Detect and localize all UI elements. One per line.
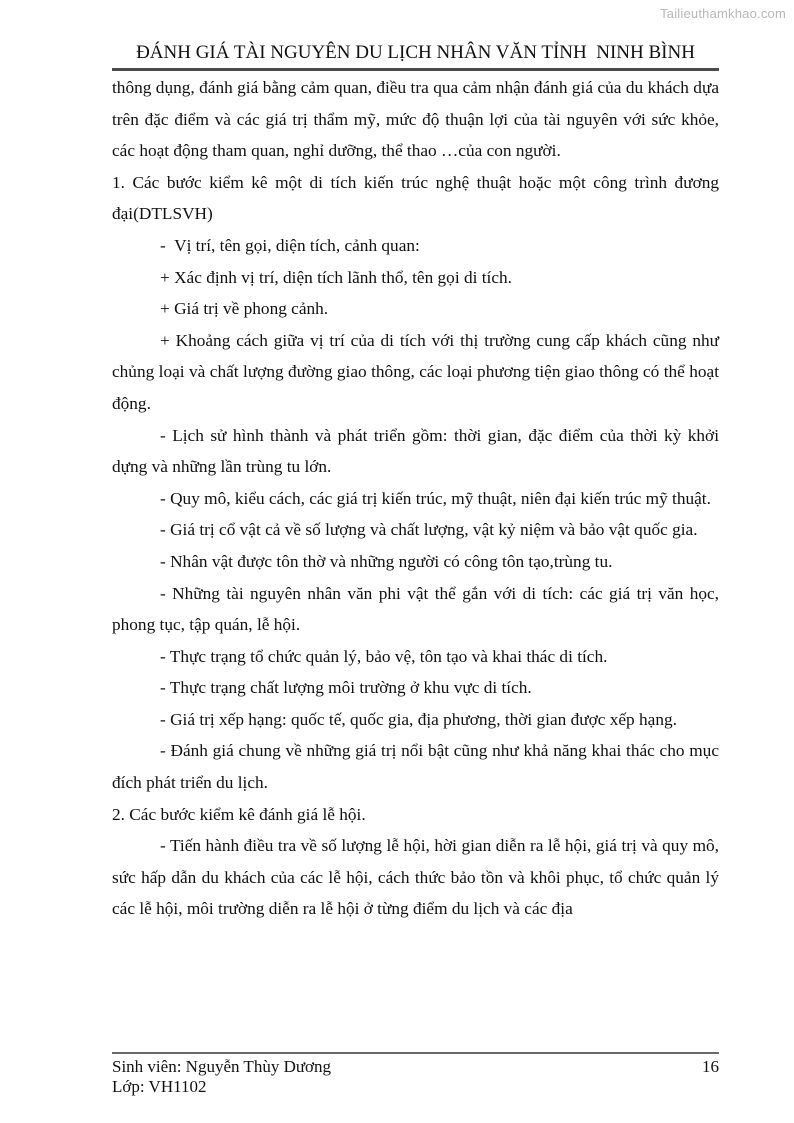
list-item-distance: + Khoảng cách giữa vị trí của di tích với thị trường cung cấp khách cũng như chủng loại và chất lượng đường giao thông, các loại phương tiện giao thông có thể hoạt động. bbox=[112, 330, 719, 413]
list-item-intangible-resources: - Những tài nguyên nhân văn phi vật thể gắn với di tích: các giá trị văn học, phong tục, tập quán, lễ hội. bbox=[112, 583, 719, 635]
page-footer bbox=[112, 1052, 719, 1097]
watermark: Tailieuthamkhao.com bbox=[660, 6, 786, 21]
list-item-antiques: - Giá trị cổ vật cả về số lượng và chất lượng, vật kỷ niệm và bảo vật quốc gia. bbox=[160, 520, 698, 540]
list-item-landscape-value: + Giá trị về phong cảnh. bbox=[160, 299, 329, 319]
student-name: Sinh viên: Nguyễn Thùy Dương bbox=[112, 1057, 332, 1076]
list-item-ranking-value: - Giá trị xếp hạng: quốc tế, quốc gia, địa phương, thời gian được xếp hạng. bbox=[160, 709, 677, 729]
list-item-history: - Lịch sử hình thành và phát triển gồm: thời gian, đặc điểm của thời kỳ khởi dựng và những lần trùng tu lớn. bbox=[112, 425, 719, 477]
footer-row bbox=[112, 1057, 719, 1077]
list-item-environment-status: - Thực trạng chất lượng môi trường ở khu vực di tích. bbox=[160, 678, 532, 698]
heading-section-2: 2. Các bước kiểm kê đánh giá lễ hội. bbox=[112, 804, 366, 824]
list-item-identify-location: + Xác định vị trí, diện tích lãnh thổ, tên gọi di tích. bbox=[160, 267, 512, 287]
list-item-worshipped-figures: - Nhân vật được tôn thờ và những người có công tôn tạo,trùng tu. bbox=[160, 551, 613, 571]
page-body bbox=[112, 72, 719, 925]
page-header bbox=[112, 42, 719, 71]
heading-section-1: 1. Các bước kiểm kê một di tích kiến trúc nghệ thuật hoặc một công trình đương đại(DTLSVH) bbox=[112, 172, 719, 224]
list-item-scale-style: - Quy mô, kiểu cách, các giá trị kiến trúc, mỹ thuật, niên đại kiến trúc mỹ thuật. bbox=[160, 488, 711, 508]
document-title: ĐÁNH GIÁ TÀI NGUYÊN DU LỊCH NHÂN VĂN TỈNH NINH BÌNH bbox=[136, 42, 695, 63]
list-item-management-status: - Thực trạng tổ chức quản lý, bảo vệ, tôn tạo và khai thác di tích. bbox=[160, 646, 608, 666]
paragraph-intro-continuation: thông dụng, đánh giá bằng cảm quan, điều tra qua cảm nhận đánh giá của du khách dựa trên đặc điểm và các giá trị thẩm mỹ, mức độ thuận lợi của tài nguyên với sức khỏe, các hoạt động tham quan, nghỉ dưỡng, thể thao …của con người. bbox=[112, 78, 719, 161]
list-item-festival-survey: - Tiến hành điều tra về số lượng lễ hội, hời gian diễn ra lễ hội, giá trị và quy mô, sức hấp dẫn du khách của các lễ hội, cách thức bảo tồn và khôi phục, tổ chức quản lý các lễ hội, môi trường diễn ra lễ hội ở từng điểm du lịch và các địa bbox=[112, 836, 719, 919]
class-code: Lớp: VH1102 bbox=[112, 1077, 207, 1096]
list-item-general-assessment: - Đánh giá chung về những giá trị nổi bật cũng như khả năng khai thác cho mục đích phát triển du lịch. bbox=[112, 741, 719, 793]
list-item-location: - Vị trí, tên gọi, diện tích, cảnh quan: bbox=[160, 235, 420, 255]
page-number: 16 bbox=[702, 1057, 719, 1076]
header-divider bbox=[112, 68, 719, 71]
footer-divider bbox=[112, 1052, 719, 1054]
